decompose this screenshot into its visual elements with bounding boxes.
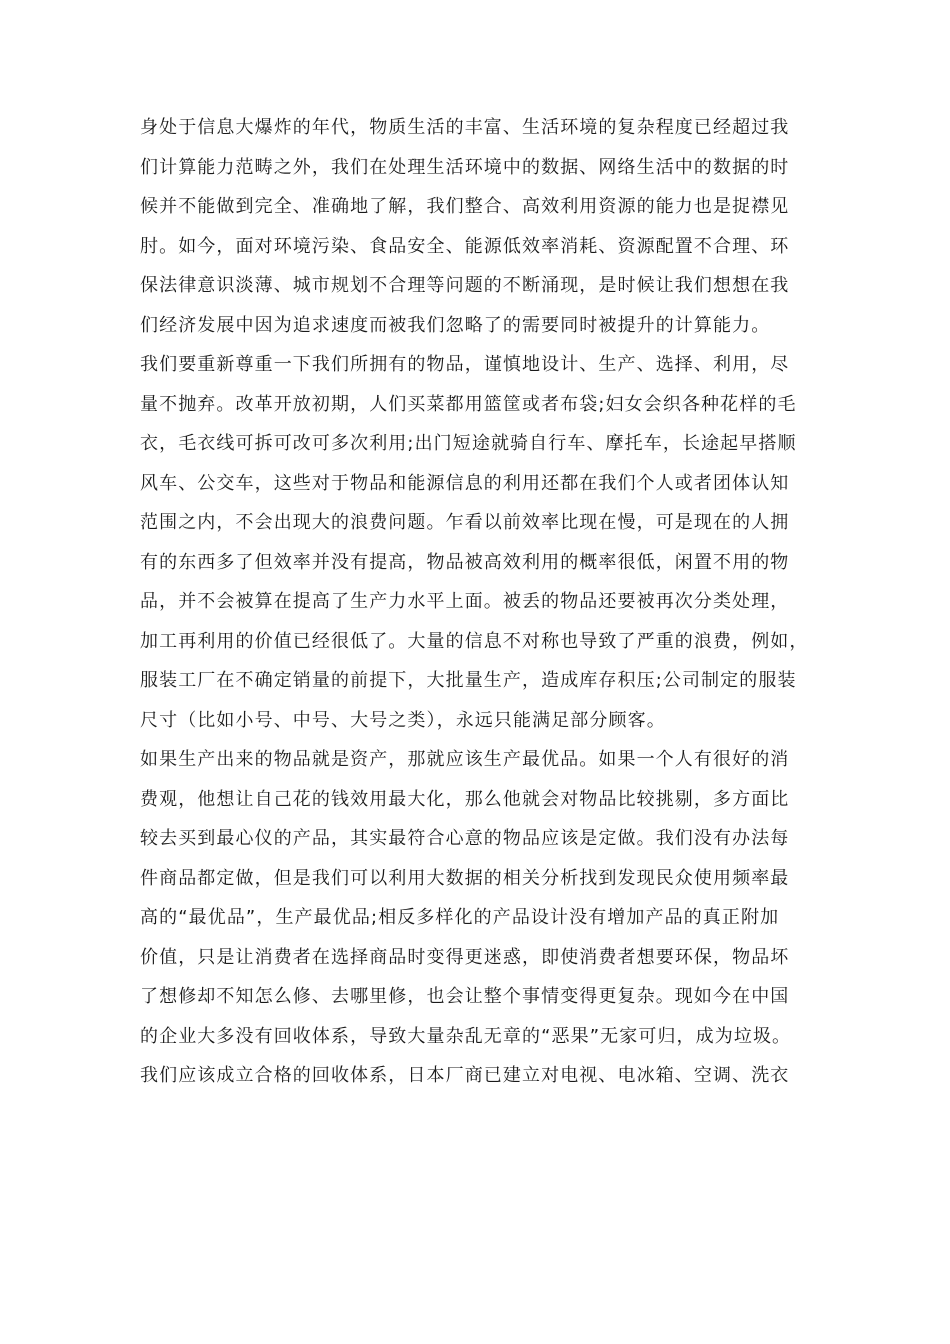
text-line: 我们要重新尊重一下我们所拥有的物品，谨慎地设计、生产、选择、利用，尽 [140,354,790,375]
text-line: 们计算能力范畴之外，我们在处理生活环境中的数据、网络生活中的数据的时 [140,156,790,178]
text-line: 了想修却不知怎么修、去哪里修，也会让整个事情变得更复杂。现如今在中国 [140,986,790,1007]
text-line: 肘。如今，面对环境污染、食品安全、能源低效率消耗、资源配置不合理、环 [140,235,790,257]
paragraph-3 [140,740,811,1096]
paragraph-1 [140,108,811,345]
paragraph-2 [140,345,811,740]
text-line: 尺寸（比如小号、中号、大号之类），永远只能满足部分顾客。 [140,709,666,731]
text-line: 风车、公交车，这些对于物品和能源信息的利用还都在我们个人或者团体认知 [140,472,790,494]
text-line: 较去买到最心仪的产品，其实最符合心意的物品应该是定做。我们没有办法每 [140,828,790,849]
text-line: 高的“最优品”，生产最优品;相反多样化的产品设计没有增加产品的真正附加 [140,907,780,928]
text-line: 保法律意识淡薄、城市规划不合理等问题的不断涌现，是时候让我们想想在我 [140,275,790,296]
document-body [140,108,811,1096]
text-line: 价值，只是让消费者在选择商品时变得更迷惑，即使消费者想要环保，物品坏 [140,946,790,968]
text-line: 们经济发展中因为追求速度而被我们忽略了的需要同时被提升的计算能力。 [140,314,771,336]
text-line: 加工再利用的价值已经很低了。大量的信息不对称也导致了严重的浪费，例如， [140,630,809,652]
text-line: 身处于信息大爆炸的年代，物质生活的丰富、生活环境的复杂程度已经超过我 [140,117,790,138]
text-line: 费观，他想让自己花的钱效用最大化，那么他就会对物品比较挑剔，多方面比 [140,788,790,810]
text-line: 量不抛弃。改革开放初期，人们买菜都用篮筐或者布袋;妇女会织各种花样的毛 [140,393,797,415]
text-line: 件商品都定做，但是我们可以利用大数据的相关分析找到发现民众使用频率最 [140,867,790,889]
text-line: 范围之内，不会出现大的浪费问题。乍看以前效率比现在慢，可是现在的人拥 [140,512,790,533]
text-line: 衣，毛衣线可拆可改可多次利用;出门短途就骑自行车、摩托车，长途起早搭顺 [140,433,797,454]
text-line: 候并不能做到完全、准确地了解，我们整合、高效利用资源的能力也是捉襟见 [140,196,790,217]
text-line: 品，并不会被算在提高了生产力水平上面。被丢的物品还要被再次分类处理， [140,591,790,612]
text-line: 我们应该成立合格的回收体系，日本厂商已建立对电视、电冰箱、空调、洗衣 [140,1065,790,1086]
text-line: 有的东西多了但效率并没有提高，物品被高效利用的概率很低，闲置不用的物 [140,551,790,573]
text-line: 如果生产出来的物品就是资产，那就应该生产最优品。如果一个人有很好的消 [140,749,790,770]
text-line: 服装工厂在不确定销量的前提下，大批量生产，造成库存积压;公司制定的服装 [140,670,797,691]
text-line: 的企业大多没有回收体系，导致大量杂乱无章的“恶果”无家可归，成为垃圾。 [140,1025,792,1047]
